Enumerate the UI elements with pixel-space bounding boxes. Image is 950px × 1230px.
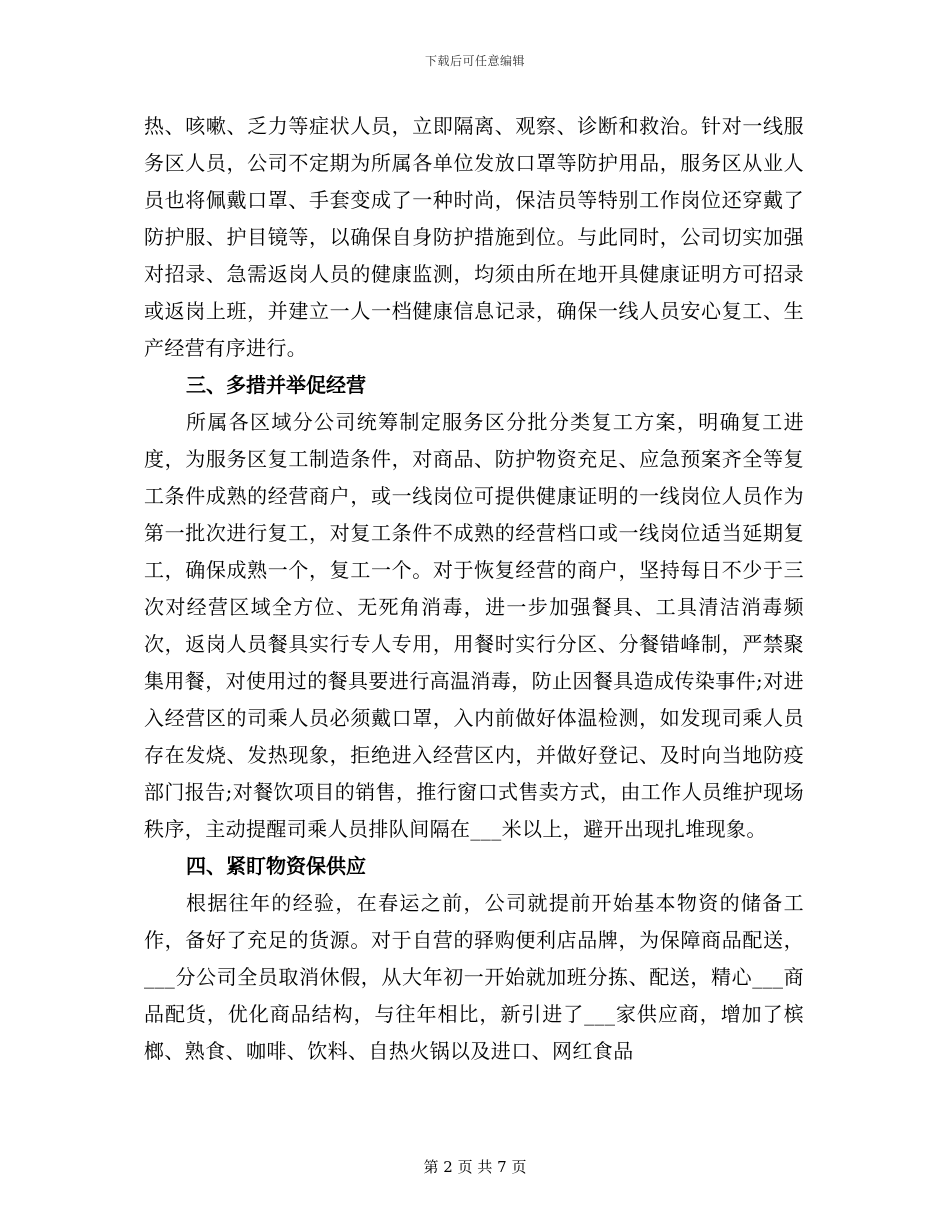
section-heading-3: 三、多措并举促经营	[186, 373, 366, 397]
page-header: 下载后可任意编辑	[424, 54, 525, 68]
section-heading-4: 四、紧盯物资保供应	[186, 854, 366, 878]
document-body	[144, 108, 804, 1070]
paragraph-continued: 热、咳嗽、乏力等症状人员，立即隔离、观察、诊断和救治。针对一线服务区人员，公司不定期为所属各单位发放口罩等防护用品，服务区从业人员也将佩戴口罩、手套变成了一种时尚，保洁员等特别工作岗位还穿戴了防护服、护目镜等，以确保自身防护措施到位。与此同时，公司切实加强对招录、急需返岗人员的健康监测，均须由所在地开具健康证明方可招录或返岗上班，并建立一人一档健康信息记录，确保一线人员安心复工、生产经营有序进行。	[144, 114, 804, 360]
paragraph-section-3: 所属各区域分公司统筹制定服务区分批分类复工方案，明确复工进度，为服务区复工制造条件，对商品、防护物资充足、应急预案齐全等复工条件成熟的经营商户，或一线岗位可提供健康证明的一线岗位人员作为第一批次进行复工，对复工条件不成熟的经营档口或一线岗位适当延期复工，确保成熟一个，复工一个。对于恢复经营的商户，坚持每日不少于三次对经营区域全方位、无死角消毒，进一步加强餐具、工具清洁消毒频次，返岗人员餐具实行专人专用，用餐时实行分区、分餐错峰制，严禁聚集用餐，对使用过的餐具要进行高温消毒，防止因餐具造成传染事件;对进入经营区的司乘人员必须戴口罩，入内前做好体温检测，如发现司乘人员存在发烧、发热现象，拒绝进入经营区内，并做好登记、及时向当地防疫部门报告;对餐饮项目的销售，推行窗口式售卖方式，由工作人员维护现场秩序，主动提醒司乘人员排队间隔在___米以上，避开出现扎堆现象。	[144, 410, 804, 841]
page-number-footer: 第 2 页 共 7 页	[423, 1158, 527, 1176]
paragraph-section-4: 根据往年的经验，在春运之前，公司就提前开始基本物资的储备工作，备好了充足的货源。对于自营的驿购便利店品牌，为保障商品配送，___分公司全员取消休假，从大年初一开始就加班分拣、配送，精心___商品配货，优化商品结构，与往年相比，新引进了___家供应商，增加了槟榔、熟食、咖啡、饮料、自热火锅以及进口、网红食品	[144, 891, 804, 1063]
